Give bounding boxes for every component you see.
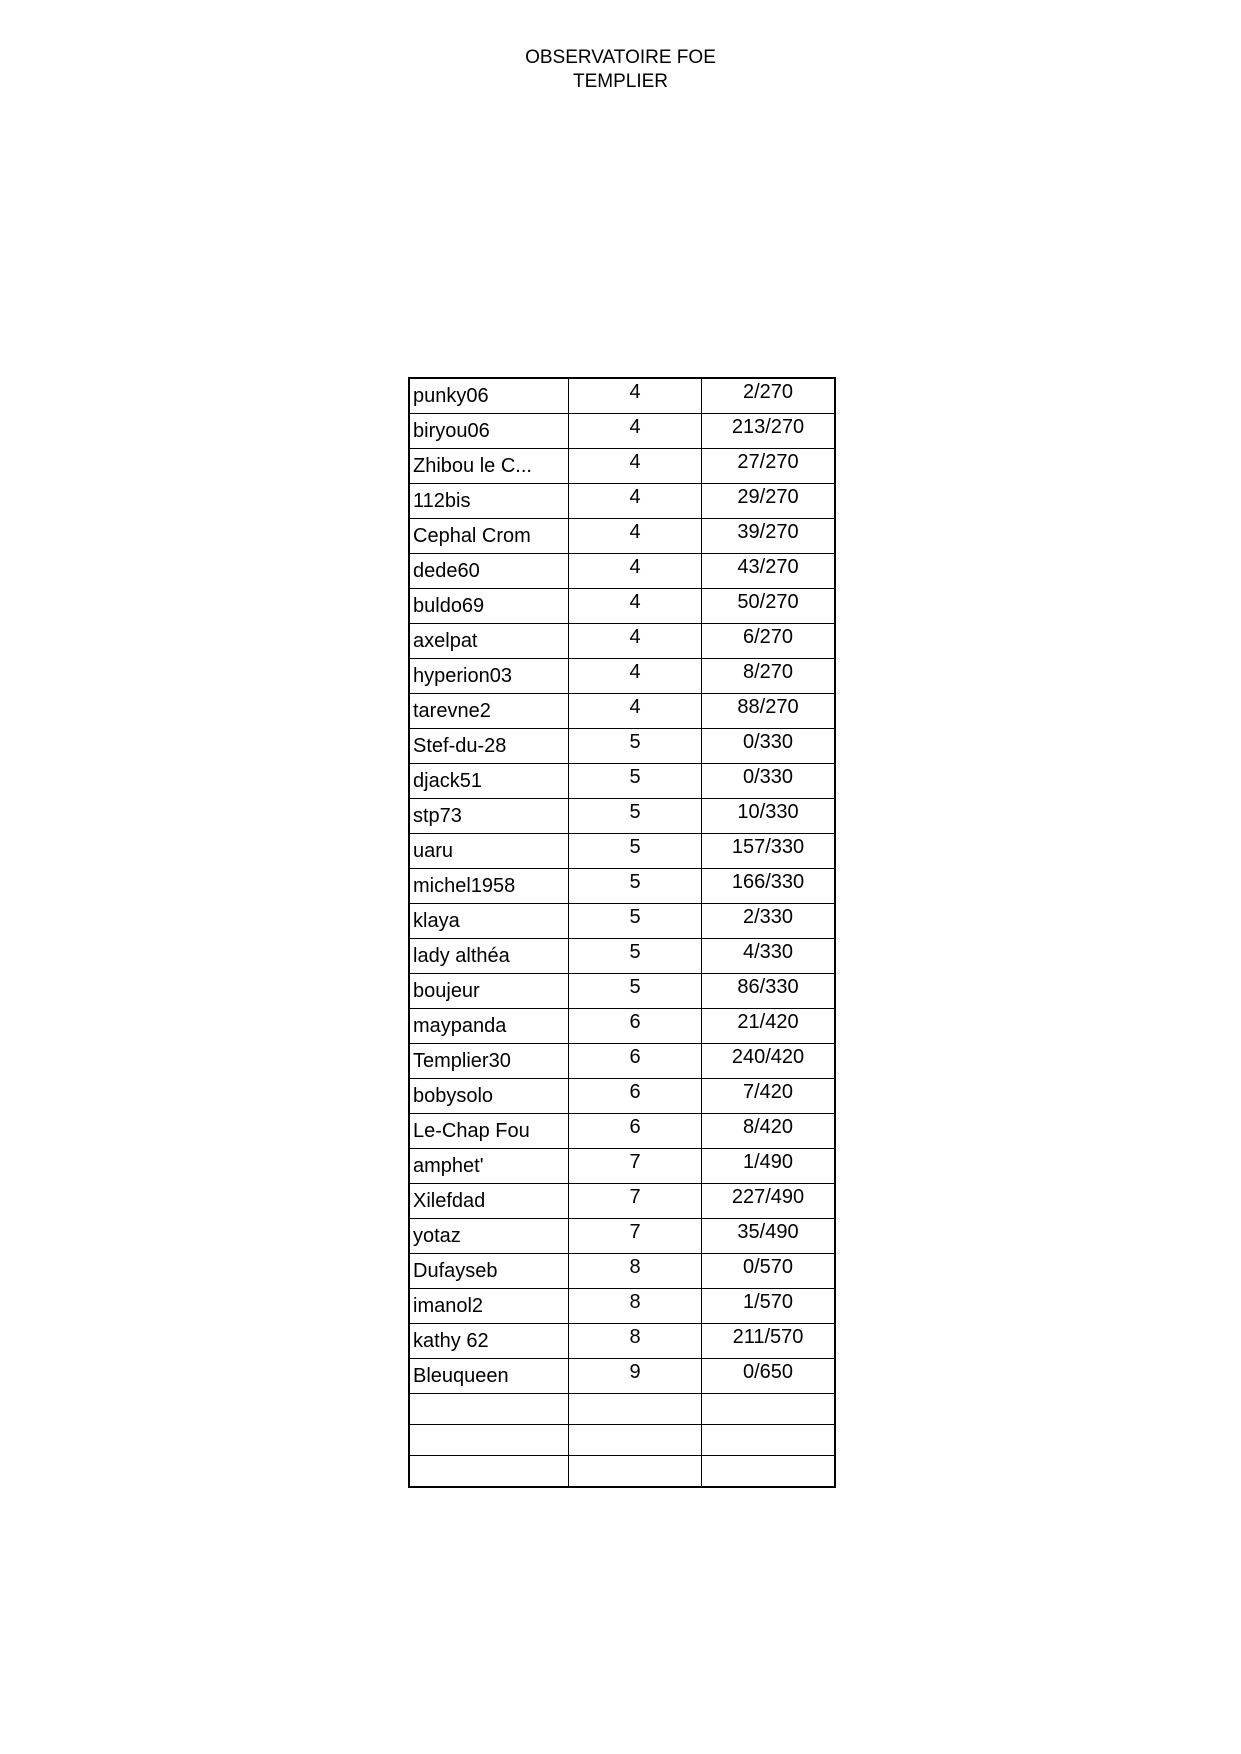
table-row <box>409 939 835 974</box>
progress-cell: 240/420 <box>702 1044 836 1079</box>
player-name-cell: biryou06 <box>409 414 569 449</box>
progress-cell: 35/490 <box>702 1219 836 1254</box>
player-name-cell: lady althéa <box>409 939 569 974</box>
table-row <box>409 414 835 449</box>
progress-cell: 211/570 <box>702 1324 836 1359</box>
level-cell: 4 <box>569 484 702 519</box>
roster-table <box>408 377 836 1488</box>
level-cell: 4 <box>569 414 702 449</box>
player-name-cell: Zhibou le C... <box>409 449 569 484</box>
level-cell: 6 <box>569 1114 702 1149</box>
table-row <box>409 1219 835 1254</box>
header-title: OBSERVATOIRE FOE <box>525 47 716 68</box>
progress-cell: 8/270 <box>702 659 836 694</box>
table-row <box>409 624 835 659</box>
level-cell: 8 <box>569 1289 702 1324</box>
level-cell: 7 <box>569 1184 702 1219</box>
progress-cell: 39/270 <box>702 519 836 554</box>
progress-cell: 166/330 <box>702 869 836 904</box>
level-cell: 5 <box>569 799 702 834</box>
level-cell: 4 <box>569 519 702 554</box>
level-cell: 8 <box>569 1254 702 1289</box>
table-row <box>409 1114 835 1149</box>
table-row <box>409 1359 835 1394</box>
table-row <box>409 764 835 799</box>
table-row <box>409 834 835 869</box>
level-cell: 5 <box>569 974 702 1009</box>
player-name-cell: stp73 <box>409 799 569 834</box>
table-row <box>409 869 835 904</box>
level-cell <box>569 1456 702 1488</box>
progress-cell: 7/420 <box>702 1079 836 1114</box>
player-name-cell: boujeur <box>409 974 569 1009</box>
player-name-cell: punky06 <box>409 378 569 414</box>
progress-cell: 1/490 <box>702 1149 836 1184</box>
level-cell: 8 <box>569 1324 702 1359</box>
progress-cell: 157/330 <box>702 834 836 869</box>
progress-cell: 88/270 <box>702 694 836 729</box>
table-row <box>409 1425 835 1456</box>
level-cell: 7 <box>569 1219 702 1254</box>
player-name-cell: tarevne2 <box>409 694 569 729</box>
player-name-cell <box>409 1456 569 1488</box>
player-name-cell: hyperion03 <box>409 659 569 694</box>
level-cell: 6 <box>569 1079 702 1114</box>
progress-cell: 213/270 <box>702 414 836 449</box>
player-name-cell: klaya <box>409 904 569 939</box>
table-row <box>409 1324 835 1359</box>
table-row <box>409 1079 835 1114</box>
level-cell: 4 <box>569 589 702 624</box>
progress-cell: 227/490 <box>702 1184 836 1219</box>
table-row <box>409 1254 835 1289</box>
progress-cell: 2/330 <box>702 904 836 939</box>
progress-cell: 86/330 <box>702 974 836 1009</box>
table-row <box>409 449 835 484</box>
progress-cell: 10/330 <box>702 799 836 834</box>
table-row <box>409 378 835 414</box>
progress-cell: 0/330 <box>702 729 836 764</box>
table-row <box>409 484 835 519</box>
player-name-cell: uaru <box>409 834 569 869</box>
level-cell: 6 <box>569 1009 702 1044</box>
level-cell: 4 <box>569 624 702 659</box>
progress-cell: 0/650 <box>702 1359 836 1394</box>
table-row <box>409 1009 835 1044</box>
table-row <box>409 589 835 624</box>
table-row <box>409 659 835 694</box>
page-header <box>0 46 1241 94</box>
player-name-cell: Dufayseb <box>409 1254 569 1289</box>
player-name-cell: Le-Chap Fou <box>409 1114 569 1149</box>
level-cell: 5 <box>569 834 702 869</box>
player-name-cell: Templier30 <box>409 1044 569 1079</box>
table-row <box>409 974 835 1009</box>
level-cell: 5 <box>569 729 702 764</box>
progress-cell: 0/570 <box>702 1254 836 1289</box>
player-name-cell: 112bis <box>409 484 569 519</box>
level-cell <box>569 1394 702 1425</box>
progress-cell <box>702 1425 836 1456</box>
roster-table-body <box>409 378 835 1487</box>
player-name-cell: maypanda <box>409 1009 569 1044</box>
progress-cell <box>702 1456 836 1488</box>
level-cell: 4 <box>569 378 702 414</box>
progress-cell: 6/270 <box>702 624 836 659</box>
progress-cell: 4/330 <box>702 939 836 974</box>
player-name-cell: Xilefdad <box>409 1184 569 1219</box>
level-cell: 5 <box>569 939 702 974</box>
progress-cell: 0/330 <box>702 764 836 799</box>
progress-cell: 2/270 <box>702 378 836 414</box>
player-name-cell: Bleuqueen <box>409 1359 569 1394</box>
header-subtitle: TEMPLIER <box>572 71 669 92</box>
player-name-cell: dede60 <box>409 554 569 589</box>
progress-cell: 8/420 <box>702 1114 836 1149</box>
player-name-cell: axelpat <box>409 624 569 659</box>
progress-cell: 43/270 <box>702 554 836 589</box>
player-name-cell: djack51 <box>409 764 569 799</box>
table-row <box>409 729 835 764</box>
table-row <box>409 799 835 834</box>
table-row <box>409 694 835 729</box>
level-cell: 5 <box>569 869 702 904</box>
progress-cell: 27/270 <box>702 449 836 484</box>
level-cell: 7 <box>569 1149 702 1184</box>
player-name-cell: kathy 62 <box>409 1324 569 1359</box>
player-name-cell: michel1958 <box>409 869 569 904</box>
player-name-cell: bobysolo <box>409 1079 569 1114</box>
level-cell: 6 <box>569 1044 702 1079</box>
table-row <box>409 554 835 589</box>
player-name-cell: amphet' <box>409 1149 569 1184</box>
progress-cell: 50/270 <box>702 589 836 624</box>
player-name-cell: Cephal Crom <box>409 519 569 554</box>
table-row <box>409 1456 835 1488</box>
table-row <box>409 904 835 939</box>
player-name-cell <box>409 1425 569 1456</box>
level-cell: 4 <box>569 694 702 729</box>
player-name-cell <box>409 1394 569 1425</box>
table-row <box>409 1184 835 1219</box>
progress-cell: 1/570 <box>702 1289 836 1324</box>
player-name-cell: imanol2 <box>409 1289 569 1324</box>
level-cell: 5 <box>569 764 702 799</box>
level-cell <box>569 1425 702 1456</box>
progress-cell: 29/270 <box>702 484 836 519</box>
table-row <box>409 1289 835 1324</box>
level-cell: 4 <box>569 554 702 589</box>
level-cell: 9 <box>569 1359 702 1394</box>
player-name-cell: buldo69 <box>409 589 569 624</box>
level-cell: 4 <box>569 449 702 484</box>
level-cell: 4 <box>569 659 702 694</box>
player-name-cell: Stef-du-28 <box>409 729 569 764</box>
table-row <box>409 1044 835 1079</box>
progress-cell: 21/420 <box>702 1009 836 1044</box>
table-row <box>409 1394 835 1425</box>
progress-cell <box>702 1394 836 1425</box>
table-row <box>409 1149 835 1184</box>
level-cell: 5 <box>569 904 702 939</box>
player-name-cell: yotaz <box>409 1219 569 1254</box>
table-row <box>409 519 835 554</box>
